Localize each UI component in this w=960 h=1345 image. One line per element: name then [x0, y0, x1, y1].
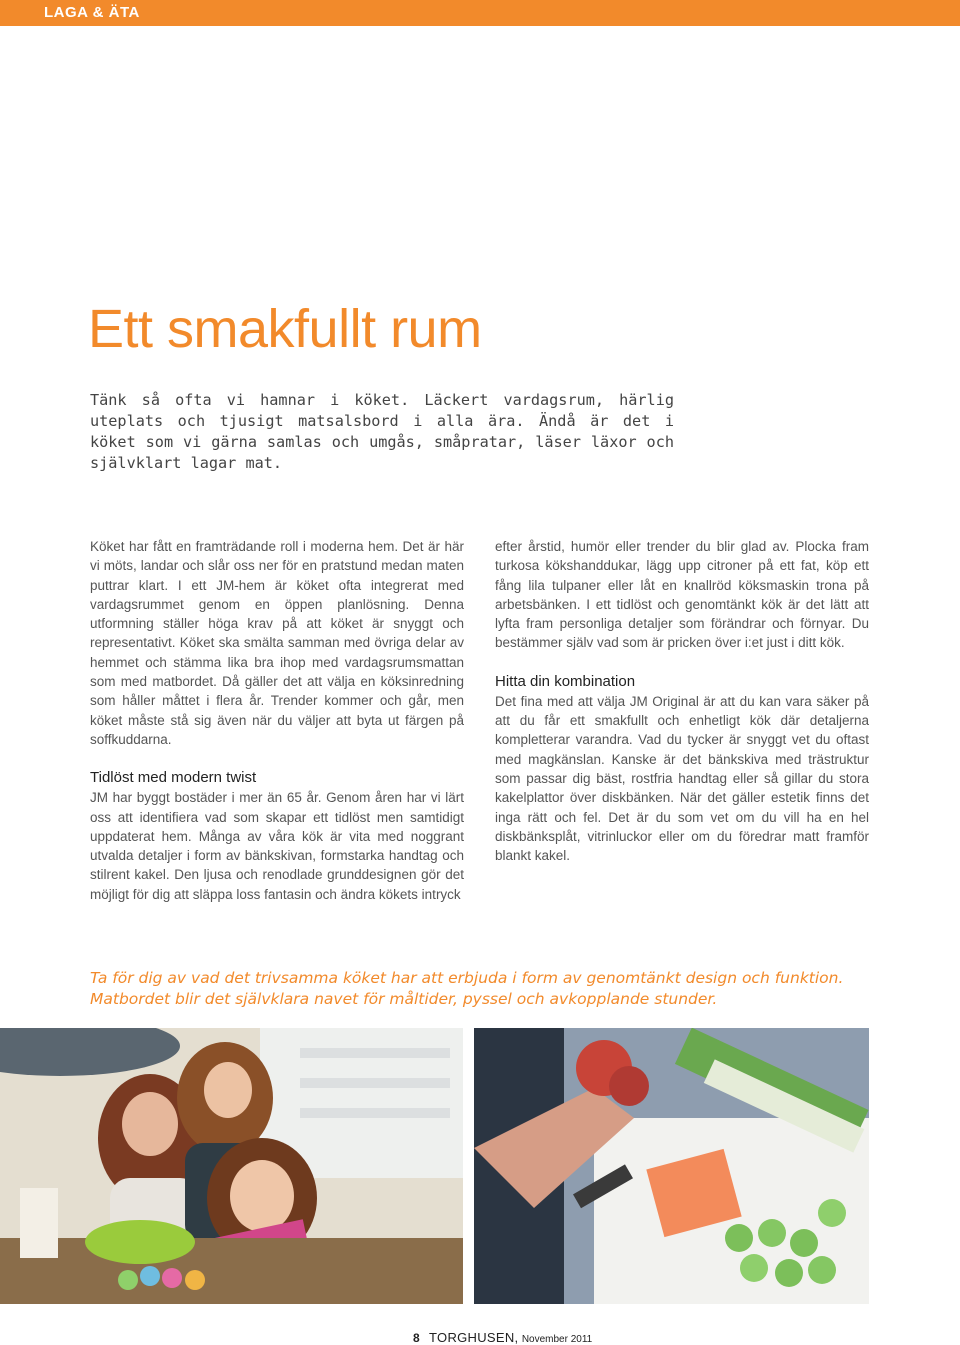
issue-date: November 2011 — [521, 1334, 593, 1345]
subheading: Tidlöst med modern twist — [90, 769, 257, 787]
section-label: LAGA & ÄTA — [44, 4, 140, 21]
article-intro: Tänk så ofta vi hamnar i köket. Läckert vardagsrum, härlig uteplats och tjusigt matsalsbord i alla ära. Ändå är det i köket som vi gärna samlas och umgås, småpratar, läser läxor och självklart lagar mat. — [90, 391, 674, 472]
kitchen-family-photo — [0, 1028, 463, 1304]
body-paragraph: efter årstid, humör eller trender du blir glad av. Plocka fram turkosa kökshanddukar, lägg upp citroner på ett fat, köp ett fång lila tulpaner eller låt en knallröd köksmaskin trona på arbetsbänken. I ett tidlöst och genomtänkt kök är det lätt att lyfta fram personliga detaljer som förändrar och förnyar. Du bestämmer själv vad som är pricken över i:et just i ditt kök. — [495, 539, 869, 651]
right-column — [495, 537, 869, 865]
body-paragraph: Köket har fått en framträdande roll i moderna hem. Det är här vi möts, landar och slår oss ner för en pratstund medan maten puttrar klart. I ett JM-hem är köket ofta integrerat med vardagsrummet genom en öppen planlösning. Denna utformning ställer höga krav på att köket är snyggt och representativt. Köket ska smälta samman med övriga delar av hemmet och stämma lika bra ihop med vardagsrumsmattan som med matbordet. Då gäller det att välja en köksinredning som håller måttet i flera år. Trender kommer och går, men köket måste stå sig även när du väljer att byta ut färgen på soffkuddarna. — [90, 539, 464, 747]
page-footer — [413, 1330, 592, 1345]
magazine-name: TORGHUSEN, — [429, 1330, 519, 1345]
body-paragraph: Det fina med att välja JM Original är att du kan vara säker på att du får ett smakfullt och enhetligt kök där detaljerna kompletterar varandra. Vad du tycker är snyggt vet du oftast med magkänslan. Kanske är det bänkskiva med trästruktur som passar dig bäst, rostfria handtag eller så gillar du stora kakelplattor över diskbänken. När det gäller estetik finns det inga rätt och fel. Det är du som vet om du vill ha en hel diskbänksplåt, vitrinluckor eller om du föredrar matt framför blankt kakel. — [495, 693, 869, 864]
body-paragraph: JM har byggt bostäder i mer än 65 år. Genom åren har vi lärt oss att identifiera vad som skapar ett tidlöst men samtidigt uppdaterat hem. Många av våra kök är vita med noggrant utvalda detaljer i form av bänkskivan, formstarka handtag och stilrent kakel. Den ljusa och renodlade grunddesignen gör det möjligt för dig att släppa loss fantasin och ändra kökets intryck — [90, 790, 464, 902]
section-header-bar — [0, 0, 960, 26]
vegetable-chopping-photo — [474, 1028, 869, 1304]
article-title: Ett smakfullt rum — [88, 299, 482, 359]
photo-caption: Ta för dig av vad det trivsamma köket har att erbjuda i form av genomtänkt design och funktion. Matbordet blir det självklara navet för måltider, pyssel och avkopplande stunder. — [90, 969, 844, 1008]
page-number: 8 — [413, 1331, 420, 1345]
subheading: Hitta din kombination — [495, 672, 636, 690]
left-column — [90, 537, 464, 904]
